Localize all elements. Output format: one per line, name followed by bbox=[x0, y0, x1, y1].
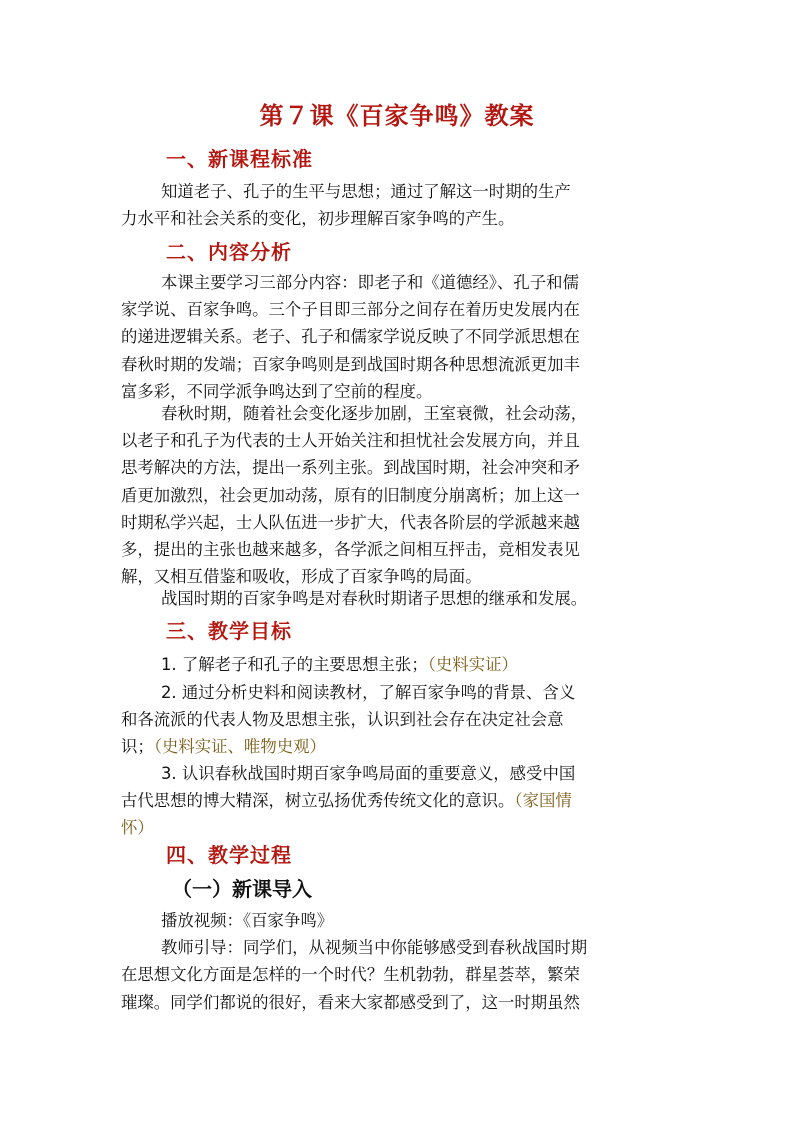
text-line: 家学说、百家争鸣。三个子目即三部分之间存在着历史发展内在 bbox=[121, 300, 580, 320]
heading-new-curriculum-standard: 一、新课程标准 bbox=[166, 147, 313, 171]
document-title: 第７课《百家争鸣》教案 bbox=[259, 102, 535, 130]
text-line: 思考解决的方法，提出一系列主张。到战国时期，社会冲突和矛 bbox=[121, 458, 580, 478]
objective-1-text: 1. 了解老子和孔子的主要思想主张； bbox=[161, 655, 428, 674]
text-line: 春秋时期，随着社会变化逐步加剧，王室衰微，社会动荡， bbox=[161, 404, 588, 423]
text-line: 的递进逻辑关系。老子、孔子和儒家学说反映了不同学派思想在 bbox=[121, 327, 580, 347]
objective-3-note: （家国情 bbox=[514, 791, 572, 811]
heading-teaching-objectives: 三、教学目标 bbox=[166, 619, 292, 643]
text-line: 战国时期的百家争鸣是对春秋时期诸子思想的继承和发展。 bbox=[161, 589, 588, 608]
text-line: 多，提出的主张也越来越多，各学派之间相互抨击，竞相发表见 bbox=[121, 540, 580, 560]
text-line: 本课主要学习三部分内容：即老子和《道德经》、孔子和儒 bbox=[161, 273, 579, 292]
heading-teaching-process: 四、教学过程 bbox=[166, 843, 292, 867]
text-line: 和各流派的代表人物及思想主张，认识到社会存在决定社会意 bbox=[121, 710, 564, 730]
text-line: 2. 通过分析史料和阅读教材，了解百家争鸣的背景、含义 bbox=[161, 683, 576, 702]
objective-3 bbox=[121, 760, 701, 842]
heading-content-analysis: 二、内容分析 bbox=[166, 240, 292, 264]
paragraph-content-analysis-3 bbox=[121, 585, 701, 612]
text-line: 春秋时期的发端；百家争鸣则是到战国时期各种思想流派更加丰 bbox=[121, 354, 580, 374]
text-line: 在思想文化方面是怎样的一个时代？生机勃勃，群星荟萃，繁荣 bbox=[121, 965, 580, 985]
text-line: 以老子和孔子为代表的士人开始关注和担忧社会发展方向，并且 bbox=[121, 431, 580, 451]
text-line bbox=[121, 733, 701, 760]
objective-2-text: 识； bbox=[121, 737, 154, 757]
text-line bbox=[121, 651, 701, 678]
text-line: 时期私学兴起，士人队伍进一步扩大，代表各阶层的学派越来越 bbox=[121, 512, 580, 532]
text-line: 盾更加激烈，社会更加动荡，原有的旧制度分崩离析；加上这一 bbox=[121, 485, 580, 505]
paragraph-content-analysis-1 bbox=[121, 269, 701, 405]
text-line: 教师引导：同学们，从视频当中你能够感受到春秋战国时期 bbox=[161, 938, 588, 958]
objective-2-note: （史料实证、唯物史观） bbox=[153, 737, 326, 757]
objective-3-note-end: 怀） bbox=[121, 818, 154, 838]
text-line: 播放视频：《百家争鸣》 bbox=[161, 911, 334, 930]
text-line: 3. 认识春秋战国时期百家争鸣局面的重要意义，感受中国 bbox=[161, 764, 576, 783]
objective-1-note: （史料实证） bbox=[427, 655, 518, 674]
subheading-lesson-introduction: （一）新课导入 bbox=[172, 877, 312, 901]
paragraph-teaching-process bbox=[121, 907, 701, 1016]
paragraph-content-analysis-2 bbox=[121, 400, 701, 590]
text-line: 璀璨。同学们都说的很好，看来大家都感受到了，这一时期虽然 bbox=[121, 992, 580, 1012]
text-line: 知道老子、孔子的生平与思想；通过了解这一时期的生产 bbox=[161, 182, 571, 201]
objective-2 bbox=[121, 679, 701, 761]
text-line: 力水平和社会关系的变化，初步理解百家争鸣的产生。 bbox=[121, 209, 515, 229]
text-line: 富多彩，不同学派争鸣达到了空前的程度。 bbox=[121, 381, 433, 401]
text-line bbox=[121, 787, 701, 814]
objective-1 bbox=[121, 651, 701, 678]
objective-3-text: 古代思想的博大精深，树立弘扬优秀传统文化的意识。 bbox=[121, 791, 515, 811]
text-line: 解，又相互借鉴和吸收，形成了百家争鸣的局面。 bbox=[121, 567, 482, 587]
paragraph-curriculum-standard bbox=[121, 178, 701, 232]
